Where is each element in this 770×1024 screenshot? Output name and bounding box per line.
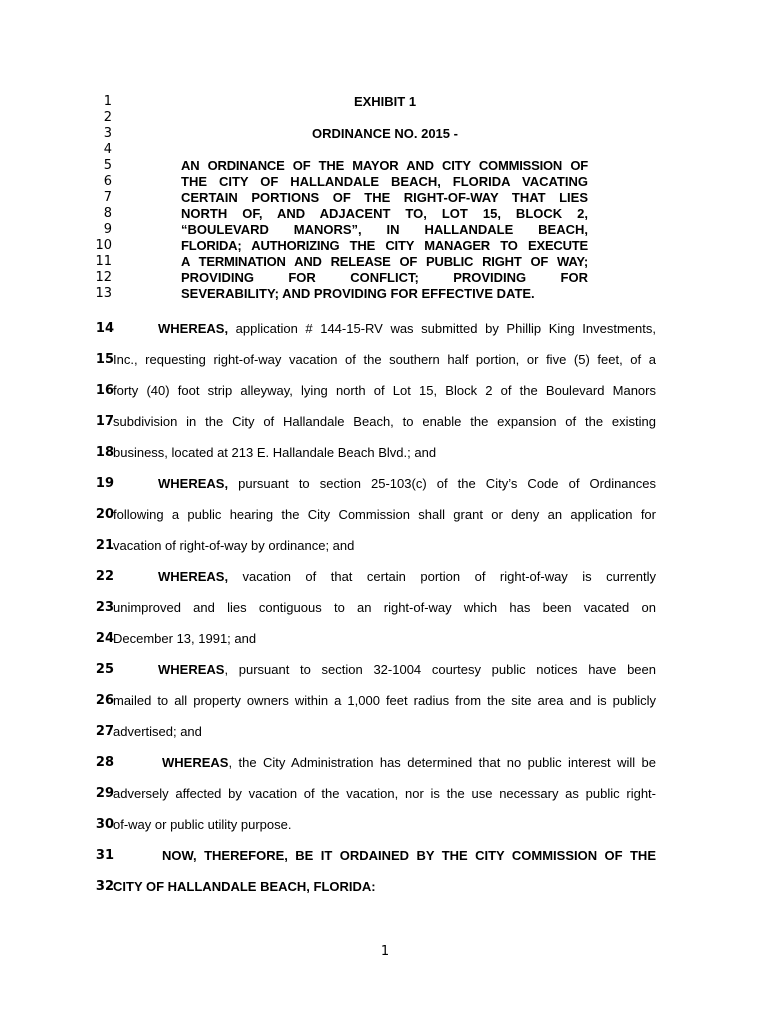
line-number: 16 (95, 383, 114, 398)
line-10 (0, 238, 770, 254)
exhibit-heading: EXHIBIT 1 (353, 94, 417, 109)
body-line: business, located at 213 E. Hallandale Beach Blvd.; and (113, 445, 437, 460)
line-number: 15 (95, 352, 114, 367)
ordinance-title-line: SEVERABILITY; AND PROVIDING FOR EFFECTIVE DATE. (181, 286, 535, 301)
line-number: 6 (103, 174, 112, 189)
line-number: 30 (95, 817, 114, 832)
body-line: December 13, 1991; and (113, 631, 257, 646)
line-number: 23 (95, 600, 114, 615)
line-number: 14 (95, 321, 114, 336)
line-19 (0, 476, 770, 492)
ordinance-title-line: FLORIDA; AUTHORIZING THE CITY MANAGER TO EXECUTE (181, 238, 588, 253)
body-line: mailed to all property owners within a 1,000 feet radius from the site area and is publicly (113, 693, 656, 708)
ordinance-title-line: THE CITY OF HALLANDALE BEACH, FLORIDA VACATING (181, 174, 588, 189)
line-17 (0, 414, 770, 430)
line-5 (0, 158, 770, 174)
body-line (158, 662, 656, 678)
body-text: pursuant to section 25-103(c) of the City’s Code of Ordinances (228, 476, 656, 491)
whereas-lead: WHEREAS (162, 755, 229, 770)
line-12 (0, 270, 770, 286)
body-line: subdivision in the City of Hallandale Beach, to enable the expansion of the existing (113, 414, 656, 429)
ordained-clause: NOW, THEREFORE, BE IT ORDAINED BY THE CITY COMMISSION OF THE (162, 848, 656, 863)
line-13 (0, 286, 770, 302)
body-line (158, 321, 656, 337)
line-number: 8 (103, 206, 112, 221)
line-2 (0, 110, 770, 126)
line-32 (0, 879, 770, 895)
body-line: Inc., requesting right-of-way vacation of the southern half portion, or five (5) feet, of a (113, 352, 656, 367)
line-number: 28 (95, 755, 114, 770)
line-14 (0, 321, 770, 337)
line-20 (0, 507, 770, 523)
body-text: , pursuant to section 32-1004 courtesy public notices have been (224, 662, 656, 677)
ordinance-title-line: CERTAIN PORTIONS OF THE RIGHT-OF-WAY THAT LIES (181, 190, 588, 205)
ordinance-title-line: A TERMINATION AND RELEASE OF PUBLIC RIGHT OF WAY; (181, 254, 588, 269)
line-28 (0, 755, 770, 771)
ordained-clause: CITY OF HALLANDALE BEACH, FLORIDA: (113, 879, 376, 894)
line-number: 27 (95, 724, 114, 739)
body-line: of-way or public utility purpose. (113, 817, 292, 832)
body-line (158, 476, 656, 492)
line-number: 13 (95, 286, 112, 301)
line-number: 24 (95, 631, 114, 646)
line-number: 2 (103, 110, 112, 125)
body-line: advertised; and (113, 724, 202, 739)
line-number: 31 (95, 848, 114, 863)
line-23 (0, 600, 770, 616)
line-3 (0, 126, 770, 142)
ordinance-title-line: “BOULEVARD MANORS”, IN HALLANDALE BEACH, (181, 222, 588, 237)
line-number: 11 (95, 254, 112, 269)
line-number: 17 (95, 414, 114, 429)
line-number: 7 (103, 190, 112, 205)
line-22 (0, 569, 770, 585)
line-number: 9 (103, 222, 112, 237)
line-11 (0, 254, 770, 270)
ordinance-title-line: PROVIDING FOR CONFLICT; PROVIDING FOR (181, 270, 588, 285)
line-4 (0, 142, 770, 158)
whereas-lead: WHEREAS, (158, 569, 229, 584)
body-line: following a public hearing the City Commission shall grant or deny an application for (113, 507, 656, 522)
line-31 (0, 848, 770, 864)
line-number: 22 (95, 569, 114, 584)
line-number: 21 (95, 538, 114, 553)
line-number: 26 (95, 693, 114, 708)
whereas-lead: WHEREAS, (158, 321, 229, 336)
line-21 (0, 538, 770, 554)
line-number: 19 (95, 476, 114, 491)
whereas-lead: WHEREAS, (158, 476, 229, 491)
line-30 (0, 817, 770, 833)
body-text: vacation of that certain portion of right-of-way is currently (228, 569, 656, 584)
body-line (158, 569, 656, 585)
line-27 (0, 724, 770, 740)
line-number: 3 (103, 126, 112, 141)
line-1 (0, 94, 770, 110)
line-8 (0, 206, 770, 222)
line-number: 5 (103, 158, 112, 173)
page-number: 1 (380, 944, 390, 959)
line-number: 12 (95, 270, 112, 285)
line-number: 4 (103, 142, 112, 157)
line-number: 18 (95, 445, 114, 460)
line-number: 20 (95, 507, 114, 522)
ordinance-title-line: AN ORDINANCE OF THE MAYOR AND CITY COMMISSION OF (181, 158, 588, 173)
whereas-lead: WHEREAS (158, 662, 225, 677)
line-15 (0, 352, 770, 368)
line-7 (0, 190, 770, 206)
ordinance-title-line: NORTH OF, AND ADJACENT TO, LOT 15, BLOCK 2, (181, 206, 588, 221)
ordinance-number: ORDINANCE NO. 2015 - (312, 126, 458, 141)
line-number: 10 (95, 238, 112, 253)
line-9 (0, 222, 770, 238)
line-25 (0, 662, 770, 678)
line-6 (0, 174, 770, 190)
line-number: 25 (95, 662, 114, 677)
line-18 (0, 445, 770, 461)
line-number: 32 (95, 879, 114, 894)
line-number: 29 (95, 786, 114, 801)
body-text: application # 144-15-RV was submitted by Phillip King Investments, (228, 321, 656, 336)
line-29 (0, 786, 770, 802)
body-line: unimproved and lies contiguous to an right-of-way which has been vacated on (113, 600, 656, 615)
line-26 (0, 693, 770, 709)
body-line (162, 755, 656, 771)
line-24 (0, 631, 770, 647)
line-number: 1 (103, 94, 112, 109)
body-text: , the City Administration has determined that no public interest will be (228, 755, 656, 770)
line-16 (0, 383, 770, 399)
body-line: vacation of right-of-way by ordinance; and (113, 538, 355, 553)
body-line: forty (40) foot strip alleyway, lying north of Lot 15, Block 2 of the Boulevard Manors (113, 383, 656, 398)
body-line: adversely affected by vacation of the vacation, nor is the use necessary as public right- (113, 786, 656, 801)
